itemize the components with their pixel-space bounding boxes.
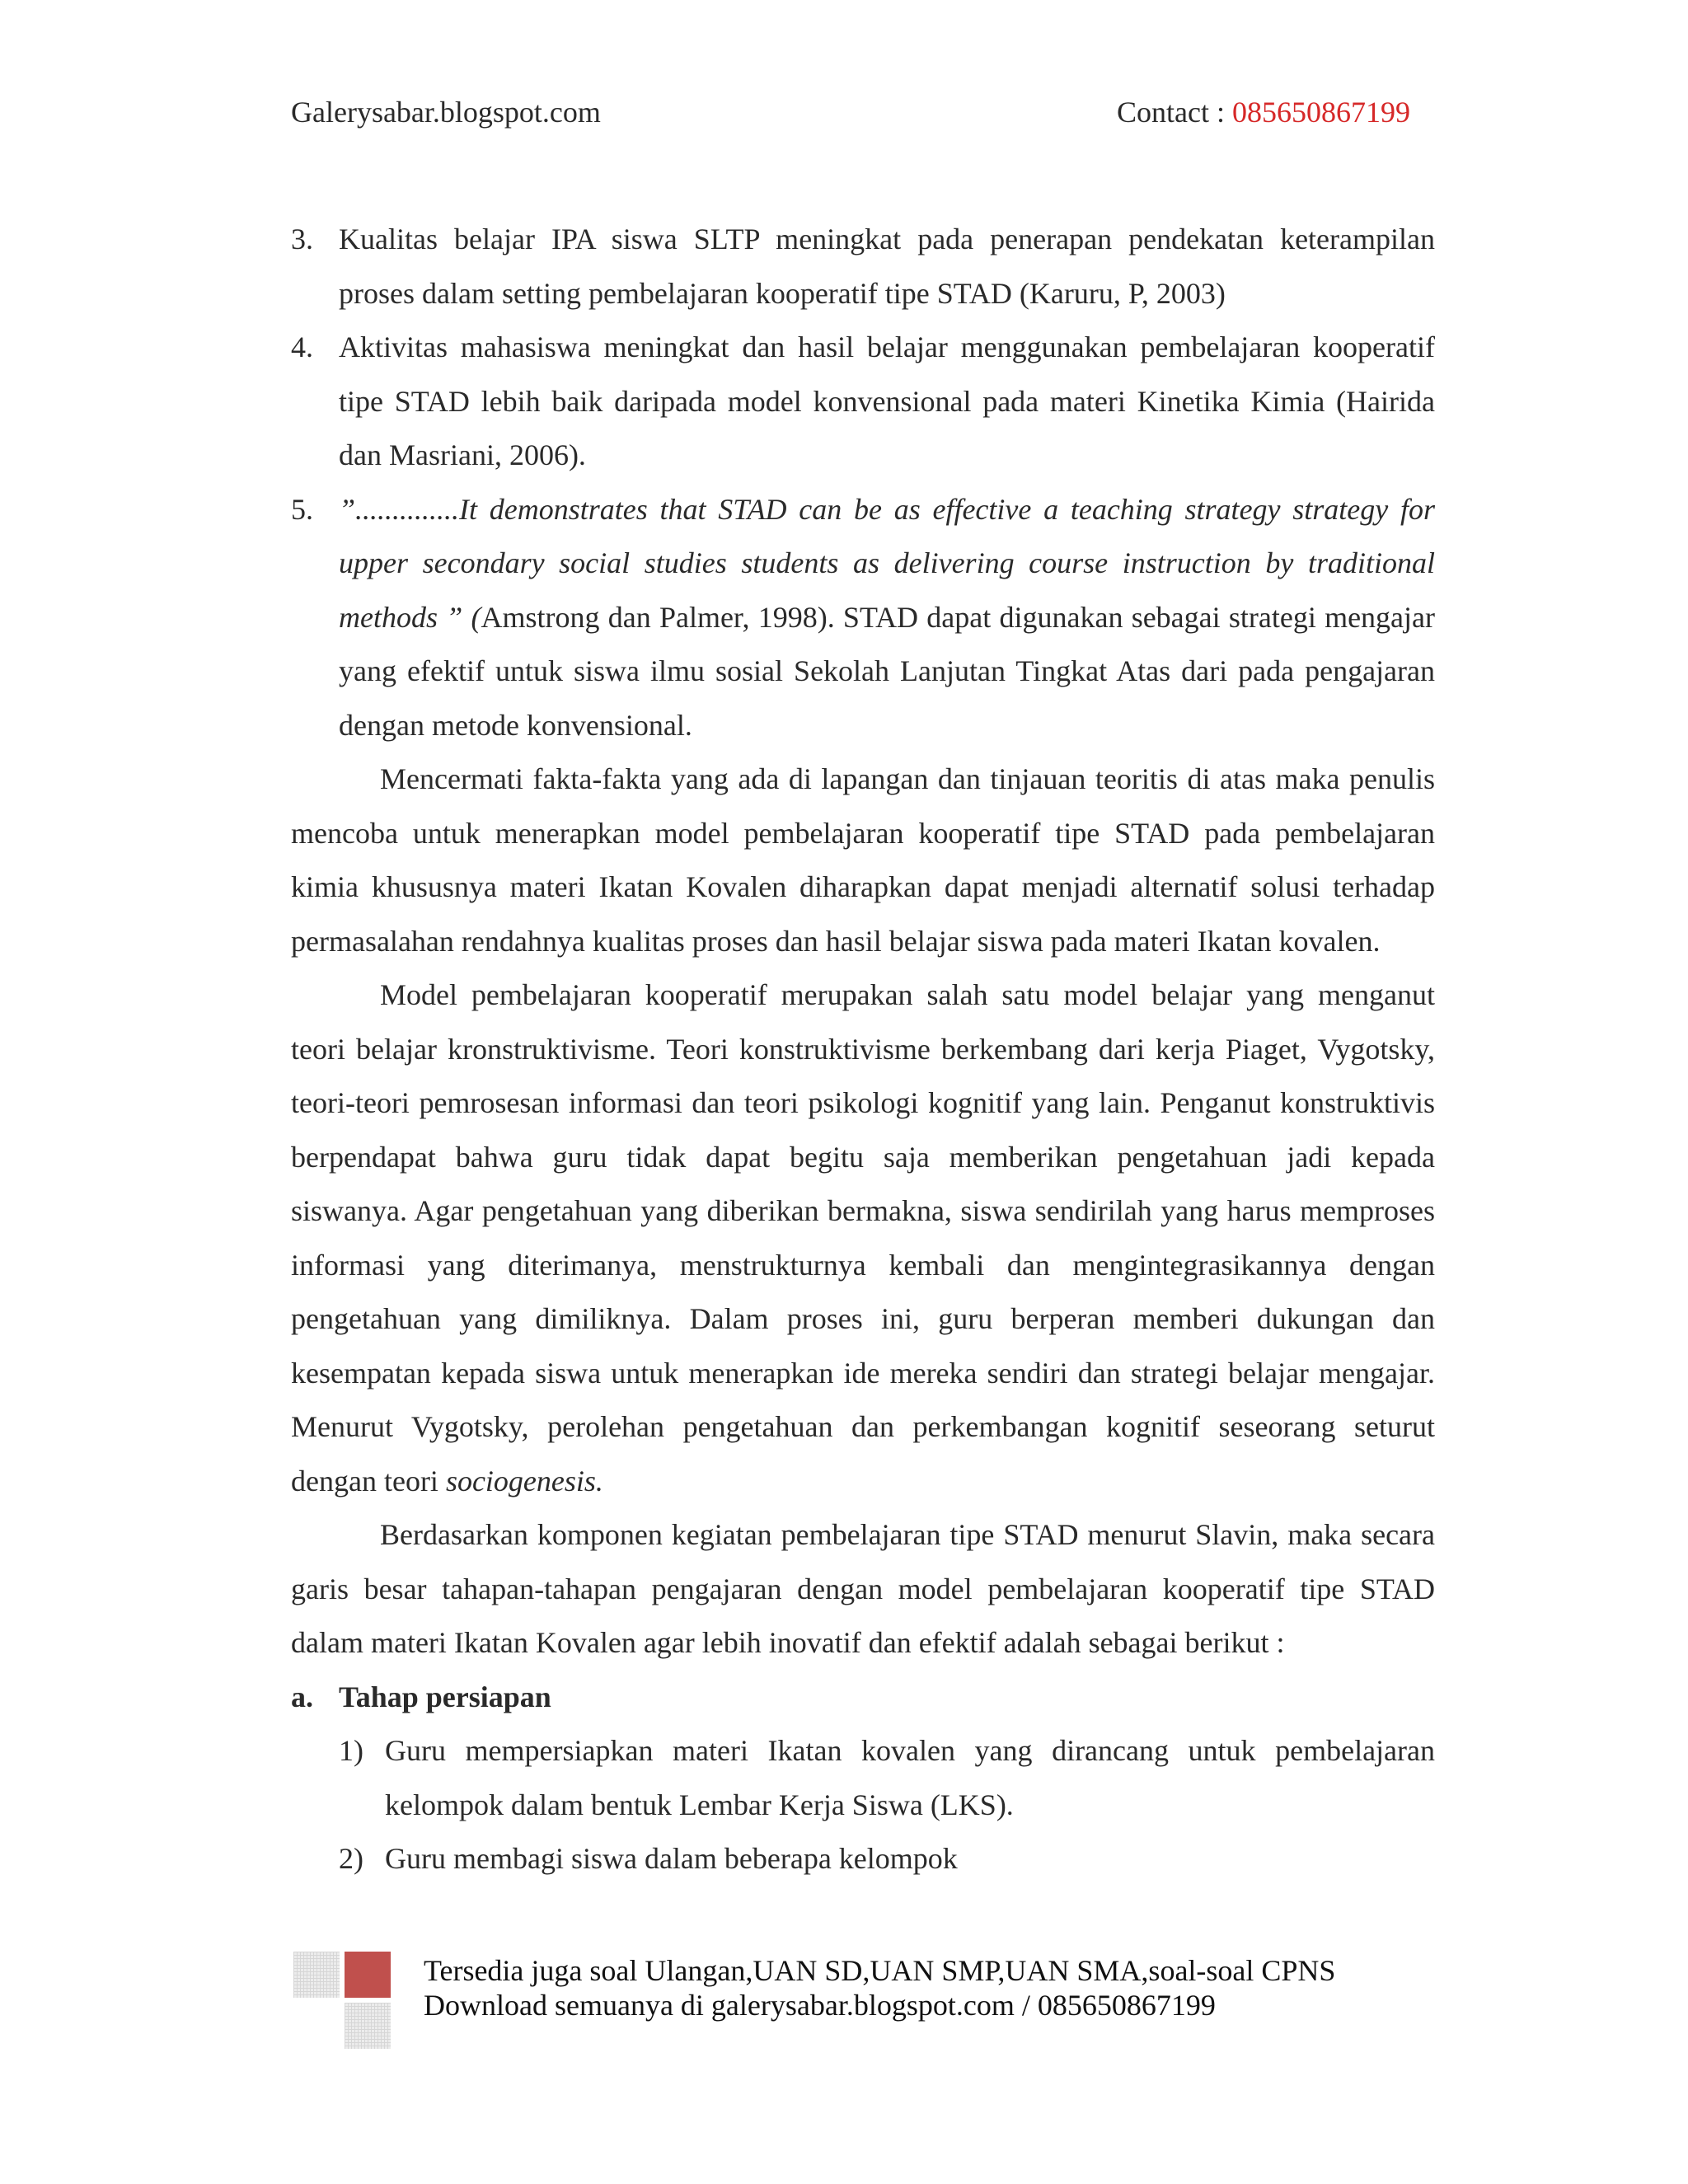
sub-list-item <box>339 1832 1435 1886</box>
sub-list-item <box>339 1724 1435 1832</box>
logo-square-grey <box>345 2003 391 2049</box>
list-item <box>291 483 1435 753</box>
paragraph-text: Model pembelajaran kooperatif merupakan salah satu model belajar yang menganut teori belajar kronstruktivisme. Teori konstruktivisme berkembang dari kerja Piaget, Vygotsky, teori-teori pemrosesan informasi dan teori psikologi kognitif yang lain. Penganut konstruktivis berpendapat bahwa guru tidak dapat begitu saja memberikan pengetahuan jadi kepada siswanya. Agar pengetahuan yang diberikan bermakna, siswa sendirilah yang harus memproses informasi yang diterimanya, menstrukturnya kembali dan mengintegrasikannya dengan pengetahuan yang dimiliknya. Dalam proses ini, guru berperan memberi dukungan dan kesempatan kepada siswa untuk menerapkan ide mereka sendiri dan strategi belajar mengajar. Menurut Vygotsky, perolehan pengetahuan dan perkembangan kognitif seseorang seturut dengan teori <box>291 978 1435 1497</box>
sub-list-text: Guru membagi siswa dalam beberapa kelompok <box>385 1842 958 1875</box>
sub-list-number: 1) <box>339 1734 363 1767</box>
page-header <box>291 89 1426 135</box>
list-text: Aktivitas mahasiswa meningkat dan hasil belajar menggunakan pembelajaran kooperatif tipe STAD lebih baik daripada model konvensional pada materi Kinetika Kimia (Hairida dan Masriani, 2006). <box>339 330 1435 471</box>
footer-line-2[interactable]: Download semuanya di galerysabar.blogspot.com / 085650867199 <box>424 1989 1216 2022</box>
footer-line-1: Tersedia juga soal Ulangan,UAN SD,UAN SMP,UAN SMA,soal-soal CPNS <box>424 1954 1336 1987</box>
list-item <box>291 213 1435 321</box>
english-quote: ”..............It demonstrates that STAD can be as effective a teaching strategy strategy for upper secondary social studies students as delivering course instruction by traditional methods ” ( <box>339 492 1435 634</box>
italic-term: sociogenesis. <box>445 1464 603 1497</box>
section-heading <box>291 1671 1435 1725</box>
paragraph-stad-steps: Berdasarkan komponen kegiatan pembelajaran tipe STAD menurut Slavin, maka secara garis besar tahapan-tahapan pengajaran dengan model pembelajaran kooperatif tipe STAD dalam materi Ikatan Kovalen agar lebih inovatif dan efektif adalah sebagai berikut : <box>291 1518 1435 1659</box>
contact-label: Contact : <box>1117 96 1232 129</box>
site-url[interactable]: Galerysabar.blogspot.com <box>291 96 601 129</box>
sub-list-number: 2) <box>339 1842 363 1875</box>
paragraph-constructivism <box>291 968 1435 1508</box>
logo-square-red <box>345 1952 391 1998</box>
list-text: Kualitas belajar IPA siswa SLTP meningkat pada penerapan pendekatan keterampilan proses dalam setting pembelajaran kooperatif tipe STAD (Karuru, P, 2003) <box>339 223 1435 310</box>
document-body <box>291 213 1435 1886</box>
section-letter: a. <box>291 1680 313 1713</box>
list-number: 3. <box>291 223 313 255</box>
list-number: 5. <box>291 492 313 526</box>
list-number: 4. <box>291 330 313 363</box>
logo-square-grey <box>293 1952 340 1998</box>
page-footer <box>293 1952 1447 2059</box>
sub-list-text: Guru mempersiapkan materi Ikatan kovalen yang dirancang untuk pembelajaran kelompok dalam bentuk Lembar Kerja Siswa (LKS). <box>385 1734 1435 1821</box>
paragraph-rationale: Mencermati fakta-fakta yang ada di lapangan dan tinjauan teoritis di atas maka penulis mencoba untuk menerapkan model pembelajaran kooperatif tipe STAD pada pembelajaran kimia khususnya materi Ikatan Kovalen diharapkan dapat menjadi alternatif solusi terhadap permasalahan rendahnya kualitas proses dan hasil belajar siswa pada materi Ikatan kovalen. <box>291 762 1435 958</box>
footer-text <box>424 1953 1335 2022</box>
contact-phone: 085650867199 <box>1231 96 1410 129</box>
contact-info <box>1117 89 1410 135</box>
list-text: Amstrong dan Palmer, 1998). STAD dapat digunakan sebagai strategi mengajar yang efektif untuk siswa ilmu sosial Sekolah Lanjutan Tingkat Atas dari pada pengajaran dengan metode konvensional. <box>339 600 1436 742</box>
blog-logo-icon <box>293 1952 392 2050</box>
section-title: Tahap persiapan <box>339 1680 551 1713</box>
list-item <box>291 321 1435 483</box>
